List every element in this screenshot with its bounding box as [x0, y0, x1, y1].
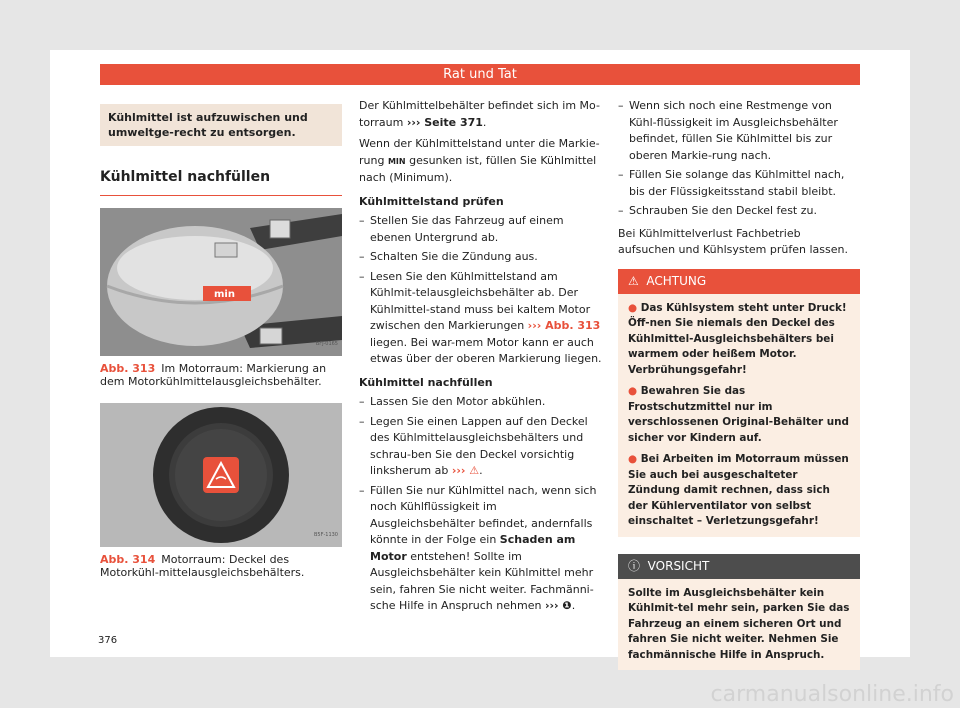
caption-text: Im Motorraum: Markierung an dem Motorkühlmittelausgleichsbehälter.	[100, 361, 327, 388]
text: Legen Sie einen Lappen auf den Deckel des Kühlmittelausgleichsbehälters und schrau-ben Sie den Deckel vorsichtig linksherum ab	[370, 414, 588, 477]
paragraph	[359, 136, 603, 187]
text: Füllen Sie solange das Kühlmittel nach, bis der Flüssigkeitsstand stabil bleibt.	[629, 168, 845, 198]
tank-cap-illustration	[100, 403, 342, 547]
info-circle-icon: ⓘ	[628, 558, 641, 573]
bullet-icon: ●	[628, 301, 638, 314]
text: .	[482, 115, 487, 129]
subheading: Kühlmittelstand prüfen	[359, 194, 504, 208]
caution-reference-link[interactable]: ››› ❶	[544, 599, 572, 612]
list-item: – Lassen Sie den Motor abkühlen.	[359, 395, 546, 408]
text: Der Kühlmittelbehälter befindet sich im Mo-torraum	[359, 99, 600, 129]
bullet-icon: ●	[628, 453, 638, 465]
text: .	[571, 599, 576, 612]
warning-box	[618, 269, 860, 537]
text: Das Kühlsystem steht unter Druck! Öff-nen Sie niemals den Deckel des Kühlmittel-Ausgleichsbehälters bei warmem oder heißem Motor. Verbrühungsgefahr!	[628, 301, 847, 376]
text: Stellen Sie das Fahrzeug auf einem ebenen Untergrund ab.	[370, 214, 564, 244]
caution-body: Sollte im Ausgleichsbehälter kein Kühlmit-tel mehr sein, parken Sie das Fahrzeug an einem sicheren Ort und fahren Sie nicht weiter. Nehmen Sie fachmännische Hilfe in Anspruch.	[628, 586, 850, 661]
list-item: – Schrauben Sie den Deckel fest zu.	[618, 204, 817, 217]
figure-caption	[100, 553, 342, 580]
list-item: – Legen Sie einen Lappen auf den Deckel des Kühlmittelausgleichsbehälters und schrau-ben Sie den Deckel vorsichtig linksherum ab ››› ⚠.	[359, 414, 588, 477]
paragraph	[359, 98, 603, 131]
coolant-tank-illustration	[100, 208, 342, 356]
caution-box	[618, 554, 860, 671]
figure-code: BFJ-0165	[315, 341, 338, 347]
warning-item	[628, 301, 850, 379]
page-number: 376	[98, 635, 118, 646]
warning-body	[618, 294, 860, 537]
warning-title: ACHTUNG	[646, 273, 707, 288]
list-item: – Lesen Sie den Kühlmittelstand am Kühlmit-telausgleichsbehälter ab. Der Kühlmittel-stand muss bei kaltem Motor zwischen den Markierungen ››› Abb. 313 liegen. Bei war-mem Motor kann er auch etwas über der oberen Markierung liegen.	[359, 269, 602, 365]
page-reference-link[interactable]: ››› Seite 371	[406, 115, 483, 129]
warning-item	[628, 384, 850, 446]
text: Lesen Sie den Kühlmittelstand am Kühlmit-telausgleichsbehälter ab. Der Kühlmittel-stand muss bei kaltem Motor zwischen den Markierungen	[370, 269, 591, 332]
warning-triangle-icon: ⚠	[628, 273, 639, 288]
text: Lassen Sie den Motor abkühlen.	[370, 395, 546, 408]
intro-box: Kühlmittel ist aufzuwischen und umweltge-recht zu entsorgen.	[100, 104, 342, 146]
warning-header	[618, 269, 860, 294]
list-item: – Stellen Sie das Fahrzeug auf einem ebenen Untergrund ab.	[359, 214, 564, 244]
column-left	[100, 104, 342, 580]
figure-code: B5F-1130	[313, 532, 338, 538]
figure-coolant-tank	[100, 208, 342, 356]
warning-reference-link[interactable]: ››› ⚠	[451, 464, 480, 477]
list-item: – Füllen Sie nur Kühlmittel nach, wenn sich noch Kühlflüssigkeit im Ausgleichsbehälter befindet, andernfalls könnte in der Folge ein Schaden am Motor entstehen! Sollte im Ausgleichsbehälter kein Kühlmittel mehr sein, fahren Sie nicht weiter. Fachmänni-sche Hilfe in Anspruch nehmen ››› ❶.	[359, 483, 597, 612]
paragraph: Bei Kühlmittelverlust Fachbetrieb aufsuchen und Kühlsystem prüfen lassen.	[618, 226, 848, 256]
figure-tank-cap	[100, 403, 342, 547]
min-marking-icon: MIN	[387, 156, 406, 166]
text: Wenn der Kühlmittelstand unter die Markie-rung	[359, 137, 600, 167]
column-middle	[359, 98, 603, 618]
section-title: Kühlmittel nachfüllen	[100, 169, 342, 196]
figure-min-label: min	[214, 288, 235, 300]
text: Schalten Sie die Zündung aus.	[370, 250, 538, 263]
text: Schrauben Sie den Deckel fest zu.	[629, 204, 817, 217]
text: gesunken ist, füllen Sie Kühlmittel nach (Minimum).	[359, 153, 597, 184]
list-item: – Füllen Sie solange das Kühlmittel nach, bis der Flüssigkeitsstand stabil bleibt.	[618, 168, 845, 198]
figure-caption	[100, 362, 342, 389]
text: .	[479, 464, 483, 477]
warning-item	[628, 452, 850, 530]
subheading: Kühlmittel nachfüllen	[359, 375, 493, 389]
text: Füllen Sie nur Kühlmittel nach, wenn sich noch Kühlflüssigkeit im Ausgleichsbehälter befindet, andernfalls könnte in der Folge ein	[370, 483, 597, 546]
text: Bei Arbeiten im Motorraum müssen Sie auch bei ausgeschalteter Zündung damit rechnen, dass sich der Kühlerventilator von selbst einschaltet – Verletzungsgefahr!	[628, 453, 849, 527]
text: Wenn sich noch eine Restmenge von Kühl-flüssigkeit im Ausgleichsbehälter befindet, füllen Sie Kühlmittel bis zur oberen Markie-rung nach.	[629, 99, 838, 162]
figure-reference-link[interactable]: ››› Abb. 313	[527, 319, 601, 332]
caution-title: VORSICHT	[647, 558, 710, 573]
emphasis: Schaden am Motor	[370, 533, 576, 563]
page-header: Rat und Tat	[100, 64, 860, 85]
caption-text: Motorraum: Deckel des Motorkühl-mittelausgleichsbehälters.	[100, 552, 305, 579]
list-item: – Schalten Sie die Zündung aus.	[359, 250, 538, 263]
text: liegen. Bei war-mem Motor kann er auch etwas über der oberen Markierung liegen.	[370, 335, 602, 365]
caption-number: Abb. 314	[100, 552, 156, 566]
caption-number: Abb. 313	[100, 361, 156, 375]
list-item: – Wenn sich noch eine Restmenge von Kühl-flüssigkeit im Ausgleichsbehälter befindet, füllen Sie Kühlmittel bis zur oberen Markie-rung nach.	[618, 99, 838, 162]
caution-header	[618, 554, 860, 579]
watermark: carmanualsonline.info	[710, 682, 954, 707]
column-right	[618, 98, 860, 670]
text: entstehen! Sollte im Ausgleichsbehälter kein Kühlmittel mehr sein, fahren Sie nicht weiter. Fachmänni-sche Hilfe in Anspruch nehmen	[370, 549, 594, 612]
bullet-icon: ●	[628, 385, 638, 397]
text: Bewahren Sie das Frostschutzmittel nur im verschlossenen Original-Behälter und sicher vor Kindern auf.	[628, 385, 849, 444]
